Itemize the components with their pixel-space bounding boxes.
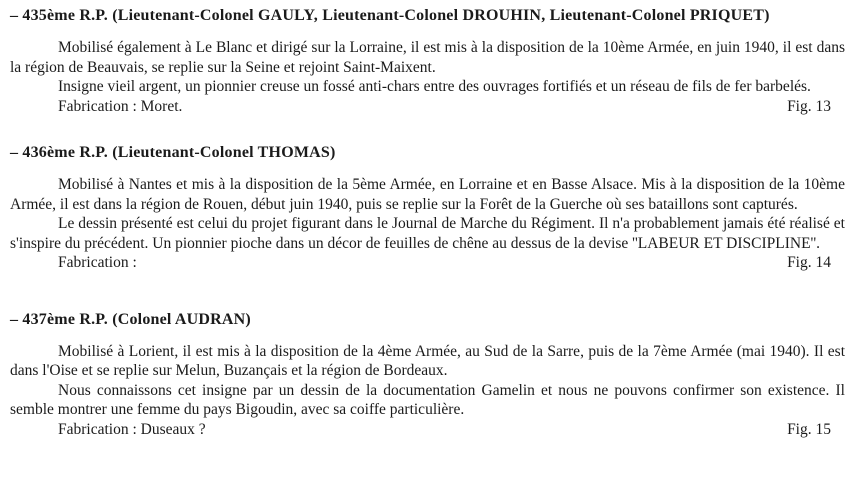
section-435eme-rp <box>10 7 845 116</box>
paragraph: Le dessin présenté est celui du projet figurant dans le Journal de Marche du Régiment. Il n'a probablement jamais été réalisé et s'inspire du précédent. Un pionnier pioche dans un décor de feuilles de chêne au dessus de la devise ''LABEUR ET DISCIPLINE''. <box>10 215 845 252</box>
paragraph: Insigne vieil argent, un pionnier creuse un fossé anti-chars entre des ouvrages fortifiés et un réseau de fils de fer barbelés. <box>58 78 811 95</box>
paragraph: Mobilisé à Nantes et mis à la disposition de la 5ème Armée, en Lorraine et en Basse Alsace. Mis à la disposition de la 10ème Armée, il est dans la région de Rouen, début juin 1940, puis se replie sur la Forêt de la Guerche où ses bataillons sont capturés. <box>10 176 845 213</box>
figure-label: Fig. 13 <box>787 97 831 115</box>
fabrication-row <box>10 253 845 273</box>
section-heading: – 437ème R.P. (Colonel AUDRAN) <box>10 310 251 328</box>
fabrication-line: Fabrication : Moret. <box>58 97 183 115</box>
figure-label: Fig. 14 <box>787 254 831 271</box>
section-heading: – 436ème R.P. (Lieutenant-Colonel THOMAS) <box>10 144 336 161</box>
paragraph: Mobilisé également à Le Blanc et dirigé sur la Lorraine, il est mis à la disposition de la 10ème Armée, en juin 1940, il est dans la région de Beauvais, se replie sur la Seine et rejoint Saint-Maixent. <box>10 39 845 76</box>
fabrication-line: Fabrication : Duseaux ? <box>58 420 206 438</box>
fabrication-row <box>10 97 845 117</box>
paragraph: Mobilisé à Lorient, il est mis à la disposition de la 4ème Armée, au Sud de la Sarre, puis de la 7ème Armée (mai 1940). Il est dans l'Oise et se replie sur Melun, Buzançais et la région de Bordeaux. <box>10 342 845 379</box>
paragraph: Nous connaissons cet insigne par un dessin de la documentation Gamelin et nous ne pouvons confirmer son existence. Il semble montrer une femme du pays Bigoudin, avec sa coiffe particulière. <box>10 381 845 418</box>
section-436eme-rp <box>10 144 845 273</box>
fabrication-line: Fabrication : <box>58 254 137 271</box>
section-437eme-rp <box>10 311 845 440</box>
section-heading: – 435ème R.P. (Lieutenant-Colonel GAULY, Lieutenant-Colonel DROUHIN, Lieutenant-Colonel PRIQUET) <box>10 7 770 24</box>
fabrication-row <box>10 420 845 440</box>
figure-label: Fig. 15 <box>787 420 831 438</box>
